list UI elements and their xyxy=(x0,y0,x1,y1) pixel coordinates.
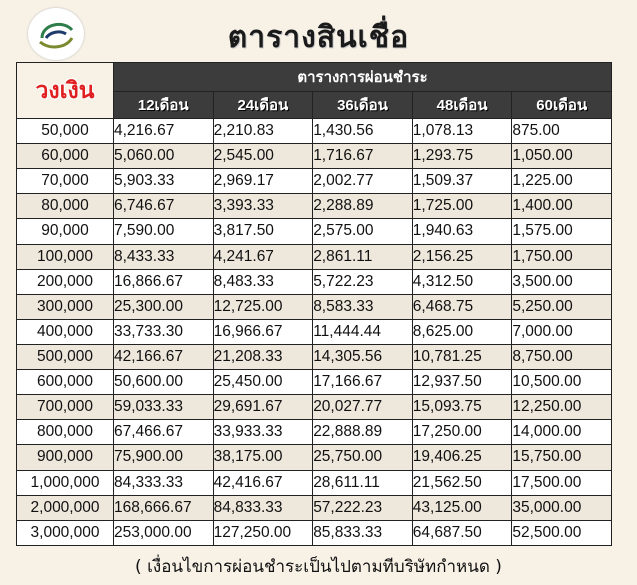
table-row xyxy=(17,445,612,470)
installment-cell: 10,781.25 xyxy=(412,344,512,369)
installment-cell: 3,817.50 xyxy=(213,219,313,244)
term-header: 24เดือน xyxy=(213,92,313,119)
installment-cell: 4,312.50 xyxy=(412,269,512,294)
installment-cell: 33,933.33 xyxy=(213,420,313,445)
term-header: 12เดือน xyxy=(114,92,214,119)
loan-amount-cell: 90,000 xyxy=(17,219,114,244)
term-header: 36เดือน xyxy=(313,92,413,119)
loan-amount-cell: 80,000 xyxy=(17,194,114,219)
installment-cell: 17,500.00 xyxy=(512,470,612,495)
installment-cell: 33,733.30 xyxy=(114,319,214,344)
installment-cell: 21,208.33 xyxy=(213,344,313,369)
loan-amount-cell: 500,000 xyxy=(17,344,114,369)
amount-header: วงเงิน xyxy=(17,63,114,119)
installment-cell: 6,746.67 xyxy=(114,194,214,219)
table-row xyxy=(17,319,612,344)
installment-cell: 85,833.33 xyxy=(313,520,413,545)
installment-cell: 15,093.75 xyxy=(412,395,512,420)
installment-cell: 52,500.00 xyxy=(512,520,612,545)
installment-cell: 29,691.67 xyxy=(213,395,313,420)
installment-cell: 7,000.00 xyxy=(512,319,612,344)
installment-cell: 127,250.00 xyxy=(213,520,313,545)
installment-cell: 253,000.00 xyxy=(114,520,214,545)
loan-amount-cell: 900,000 xyxy=(17,445,114,470)
installment-cell: 12,937.50 xyxy=(412,370,512,395)
installment-cell: 1,940.63 xyxy=(412,219,512,244)
installment-cell: 11,444.44 xyxy=(313,319,413,344)
installment-cell: 2,575.00 xyxy=(313,219,413,244)
installment-cell: 43,125.00 xyxy=(412,495,512,520)
table-row xyxy=(17,370,612,395)
table-row xyxy=(17,495,612,520)
installment-cell: 20,027.77 xyxy=(313,395,413,420)
installment-cell: 16,966.67 xyxy=(213,319,313,344)
table-row xyxy=(17,244,612,269)
installment-cell: 1,225.00 xyxy=(512,169,612,194)
installment-cell: 2,288.89 xyxy=(313,194,413,219)
loan-amount-cell: 800,000 xyxy=(17,420,114,445)
installment-cell: 21,562.50 xyxy=(412,470,512,495)
installment-cell: 25,450.00 xyxy=(213,370,313,395)
installment-cell: 875.00 xyxy=(512,119,612,144)
installment-cell: 2,002.77 xyxy=(313,169,413,194)
installment-cell: 8,625.00 xyxy=(412,319,512,344)
installment-cell: 1,716.67 xyxy=(313,144,413,169)
installment-cell: 16,866.67 xyxy=(114,269,214,294)
table-row xyxy=(17,219,612,244)
installment-cell: 59,033.33 xyxy=(114,395,214,420)
installment-cell: 22,888.89 xyxy=(313,420,413,445)
loan-amount-cell: 400,000 xyxy=(17,319,114,344)
table-row xyxy=(17,294,612,319)
term-header: 60เดือน xyxy=(512,92,612,119)
installment-cell: 2,210.83 xyxy=(213,119,313,144)
installment-cell: 2,156.25 xyxy=(412,244,512,269)
installment-cell: 42,416.67 xyxy=(213,470,313,495)
installment-cell: 2,969.17 xyxy=(213,169,313,194)
loan-amount-cell: 600,000 xyxy=(17,370,114,395)
installment-cell: 168,666.67 xyxy=(114,495,214,520)
loan-amount-cell: 700,000 xyxy=(17,395,114,420)
table-row xyxy=(17,119,612,144)
installment-cell: 8,750.00 xyxy=(512,344,612,369)
table-row xyxy=(17,144,612,169)
table-row xyxy=(17,520,612,545)
installment-cell: 84,833.33 xyxy=(213,495,313,520)
loan-amount-cell: 50,000 xyxy=(17,119,114,144)
installment-cell: 5,250.00 xyxy=(512,294,612,319)
installment-cell: 19,406.25 xyxy=(412,445,512,470)
installment-cell: 8,483.33 xyxy=(213,269,313,294)
installment-cell: 1,575.00 xyxy=(512,219,612,244)
loan-amount-cell: 3,000,000 xyxy=(17,520,114,545)
page-title: ตารางสินเชื่อ xyxy=(227,20,410,55)
table-row xyxy=(17,269,612,294)
table-row xyxy=(17,420,612,445)
term-header: 48เดือน xyxy=(412,92,512,119)
loan-amount-cell: 2,000,000 xyxy=(17,495,114,520)
installment-cell: 1,293.75 xyxy=(412,144,512,169)
installment-cell: 1,509.37 xyxy=(412,169,512,194)
table-row xyxy=(17,194,612,219)
installment-cell: 28,611.11 xyxy=(313,470,413,495)
loan-amount-cell: 1,000,000 xyxy=(17,470,114,495)
installment-cell: 64,687.50 xyxy=(412,520,512,545)
terms-note: ( เงื่อนไขการผ่อนชำระเป็นไปตามทีบริษัทกำหนด ) xyxy=(135,557,502,577)
loan-amount-cell: 200,000 xyxy=(17,269,114,294)
installment-cell: 1,430.56 xyxy=(313,119,413,144)
installment-cell: 7,590.00 xyxy=(114,219,214,244)
installment-cell: 75,900.00 xyxy=(114,445,214,470)
table-row xyxy=(17,344,612,369)
installment-cell: 3,500.00 xyxy=(512,269,612,294)
installment-cell: 6,468.75 xyxy=(412,294,512,319)
installment-cell: 8,583.33 xyxy=(313,294,413,319)
loan-amount-cell: 100,000 xyxy=(17,244,114,269)
installment-cell: 5,722.23 xyxy=(313,269,413,294)
installment-cell: 2,545.00 xyxy=(213,144,313,169)
installment-cell: 1,050.00 xyxy=(512,144,612,169)
installment-cell: 42,166.67 xyxy=(114,344,214,369)
installment-cell: 8,433.33 xyxy=(114,244,214,269)
installment-cell: 4,216.67 xyxy=(114,119,214,144)
installment-cell: 4,241.67 xyxy=(213,244,313,269)
installment-cell: 12,250.00 xyxy=(512,395,612,420)
installment-cell: 17,250.00 xyxy=(412,420,512,445)
installment-cell: 35,000.00 xyxy=(512,495,612,520)
loan-amount-cell: 70,000 xyxy=(17,169,114,194)
loan-amount-cell: 60,000 xyxy=(17,144,114,169)
installment-cell: 1,725.00 xyxy=(412,194,512,219)
installment-header: ตารางการผ่อนชำระ xyxy=(114,63,612,92)
installment-cell: 1,400.00 xyxy=(512,194,612,219)
installment-cell: 25,750.00 xyxy=(313,445,413,470)
installment-cell: 1,078.13 xyxy=(412,119,512,144)
table-row xyxy=(17,470,612,495)
installment-cell: 10,500.00 xyxy=(512,370,612,395)
loan-table xyxy=(16,62,612,546)
installment-cell: 57,222.23 xyxy=(313,495,413,520)
installment-cell: 84,333.33 xyxy=(114,470,214,495)
table-row xyxy=(17,169,612,194)
installment-cell: 17,166.67 xyxy=(313,370,413,395)
installment-cell: 38,175.00 xyxy=(213,445,313,470)
installment-cell: 14,305.56 xyxy=(313,344,413,369)
installment-cell: 14,000.00 xyxy=(512,420,612,445)
installment-cell: 2,861.11 xyxy=(313,244,413,269)
installment-cell: 50,600.00 xyxy=(114,370,214,395)
installment-cell: 15,750.00 xyxy=(512,445,612,470)
installment-cell: 3,393.33 xyxy=(213,194,313,219)
installment-cell: 1,750.00 xyxy=(512,244,612,269)
table-row xyxy=(17,395,612,420)
installment-cell: 25,300.00 xyxy=(114,294,214,319)
loan-amount-cell: 300,000 xyxy=(17,294,114,319)
installment-cell: 67,466.67 xyxy=(114,420,214,445)
installment-cell: 12,725.00 xyxy=(213,294,313,319)
installment-cell: 5,060.00 xyxy=(114,144,214,169)
installment-cell: 5,903.33 xyxy=(114,169,214,194)
